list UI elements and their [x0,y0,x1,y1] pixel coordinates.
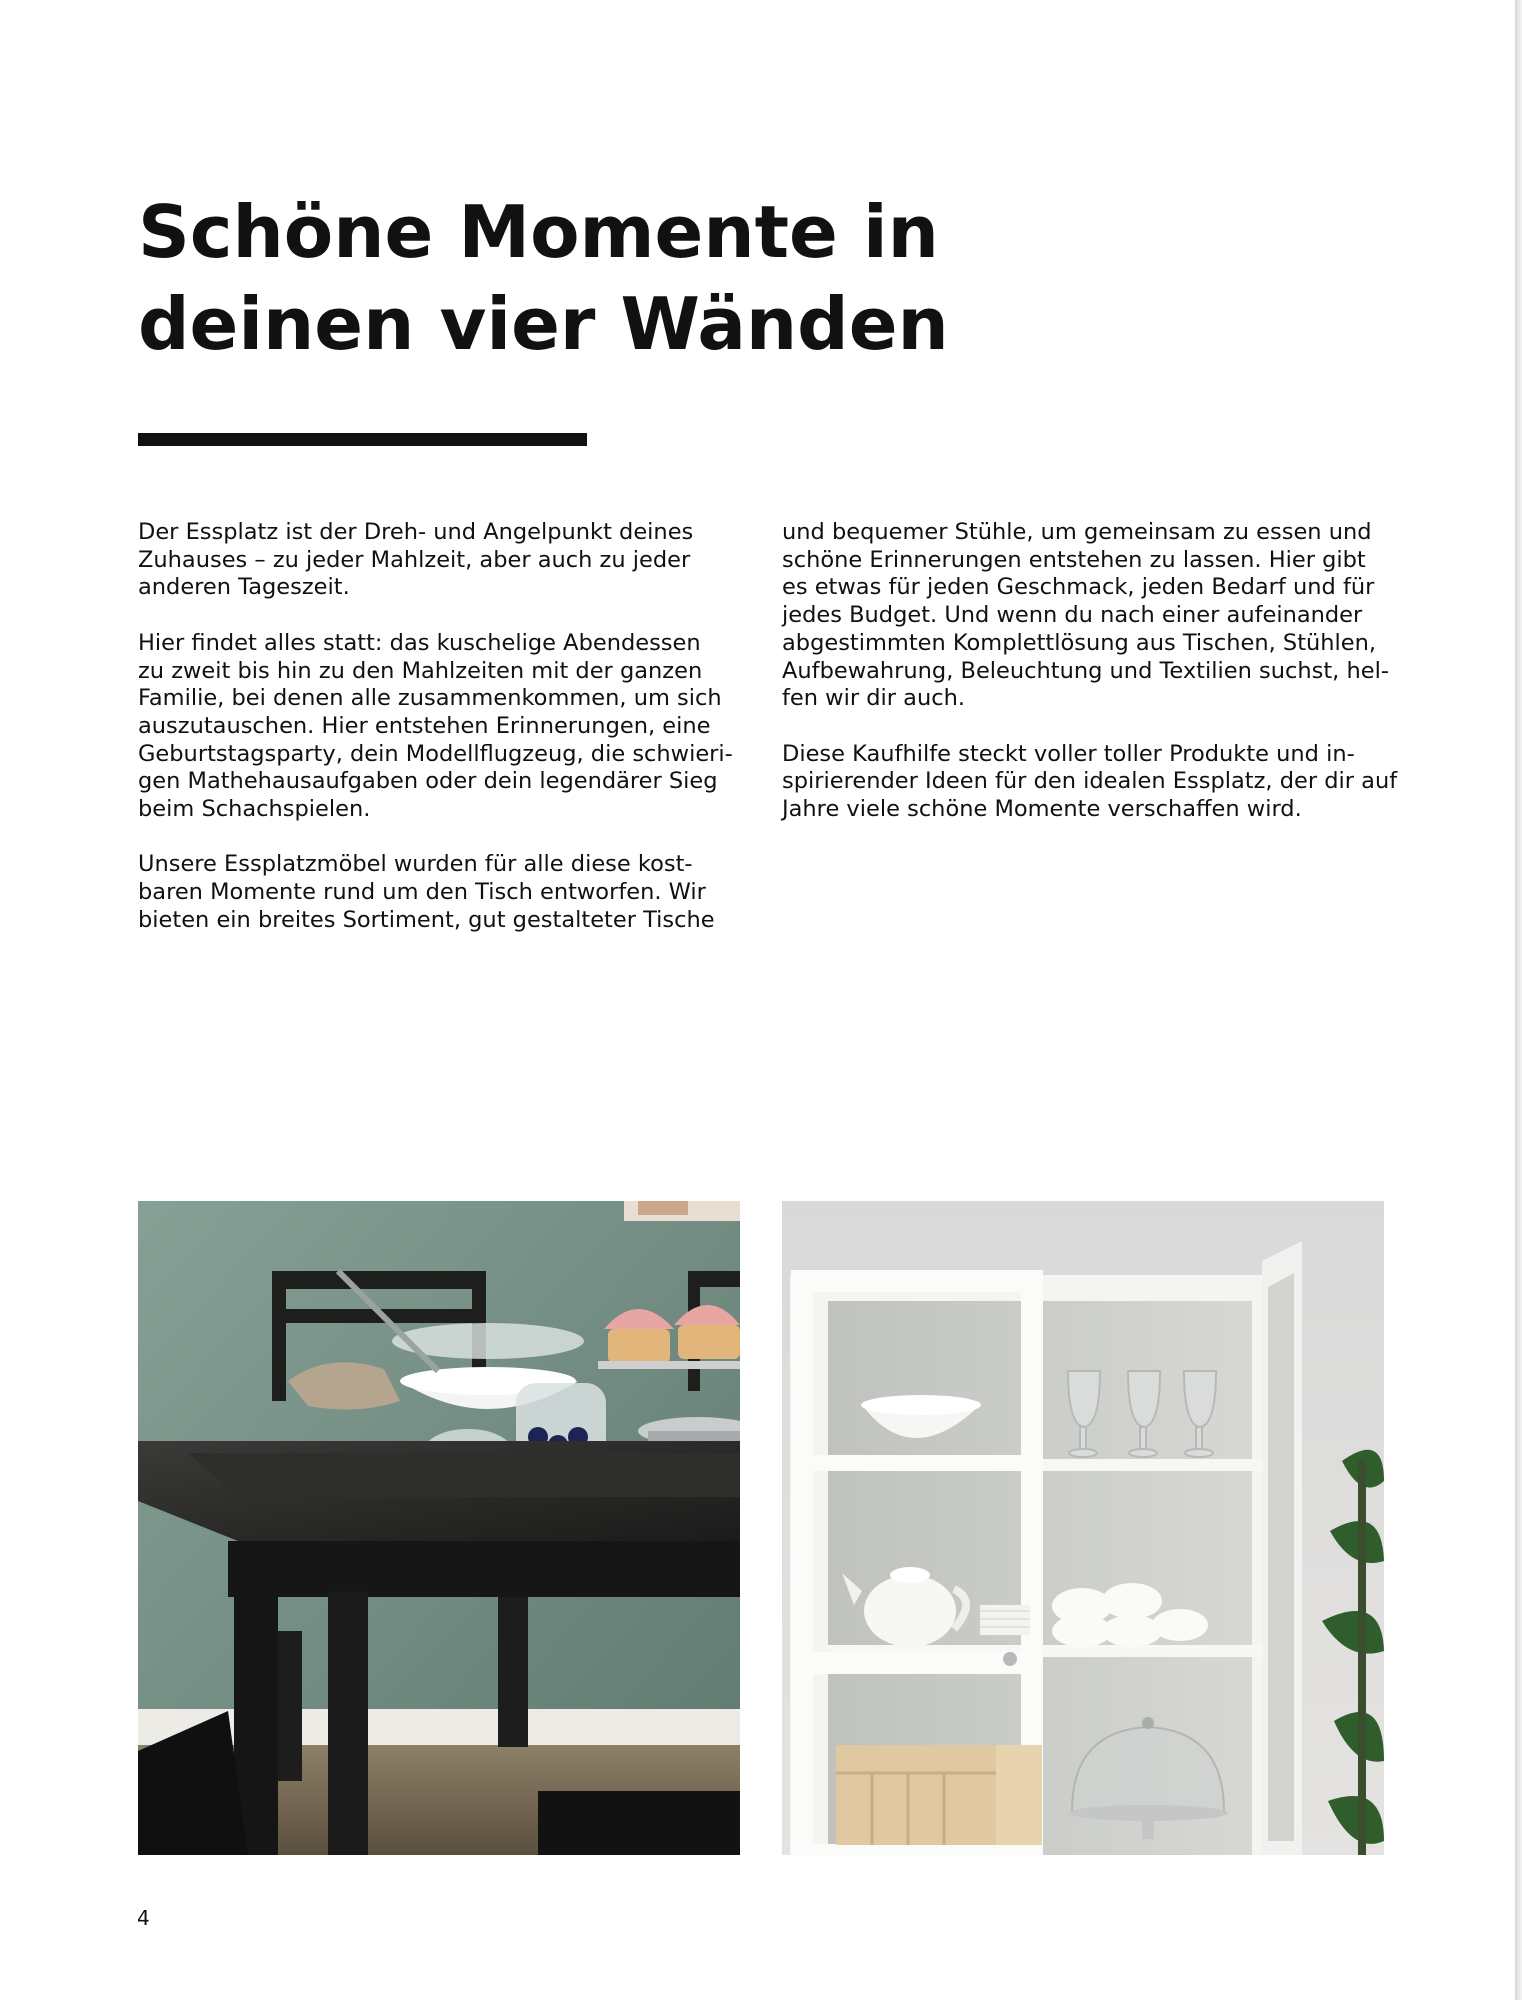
body-line: fen wir dir auch. [782,685,965,712]
body-line: anderen Tageszeit. [138,574,350,601]
page-title [138,186,1038,370]
page-edge-shadow [1515,0,1522,2000]
page-title-line: Schöne Momente in [138,190,939,274]
body-line: Hier findet alles statt: das kuschelige Abendessen [138,629,701,656]
body-line: spirierender Ideen für den idealen Essplatz, der dir auf [782,768,1398,795]
body-line: Aufbewahrung, Beleuchtung und Textilien suchst, hel- [782,657,1389,684]
body-line: zu zweit bis hin zu den Mahlzeiten mit der ganzen [138,657,703,684]
body-line: baren Momente rund um den Tisch entworfen. Wir [138,879,706,906]
body-line: Der Essplatz ist der Dreh- und Angelpunkt deines [138,519,694,545]
body-column-left [138,519,733,962]
body-paragraph [782,519,1389,713]
body-line: jedes Budget. Und wenn du nach einer aufeinander [782,602,1363,629]
title-underline [138,433,587,446]
body-line: es etwas für jeden Geschmack, jeden Bedarf und für [782,574,1375,601]
body-line: Jahre viele schöne Momente verschaffen wird. [782,796,1302,823]
dining-table-photo [138,1201,740,1855]
body-line: und bequemer Stühle, um gemeinsam zu essen und [782,519,1372,545]
glass-door-cabinet-photo [782,1201,1384,1855]
body-line: Geburtstagsparty, dein Modellflugzeug, die schwieri- [138,740,733,767]
body-line: Unsere Essplatzmöbel wurden für alle diese kost- [138,851,693,878]
body-paragraph [138,851,728,934]
body-paragraph [782,740,1398,824]
body-line: Familie, bei denen alle zusammenkommen, um sich [138,685,722,712]
page-number: 4 [137,1906,150,1930]
body-line: schöne Erinnerungen entstehen zu lassen. Hier gibt [782,546,1366,573]
body-line: gen Mathehausaufgaben oder dein legendärer Sieg [138,768,718,795]
page-title-line: deinen vier Wänden [138,282,949,366]
body-line: beim Schachspielen. [138,796,371,823]
body-line: bieten ein breites Sortiment, gut gestalteter Tische [138,906,715,933]
body-line: auszutauschen. Hier entstehen Erinnerungen, eine [138,712,711,739]
body-paragraph [138,629,733,824]
body-paragraph [138,519,728,602]
body-line: Zuhauses – zu jeder Mahlzeit, aber auch zu jeder [138,546,691,573]
body-column-right [782,519,1398,851]
body-line: abgestimmten Komplettlösung aus Tischen, Stühlen, [782,629,1377,656]
body-line: Diese Kaufhilfe steckt voller toller Produkte und in- [782,740,1355,767]
